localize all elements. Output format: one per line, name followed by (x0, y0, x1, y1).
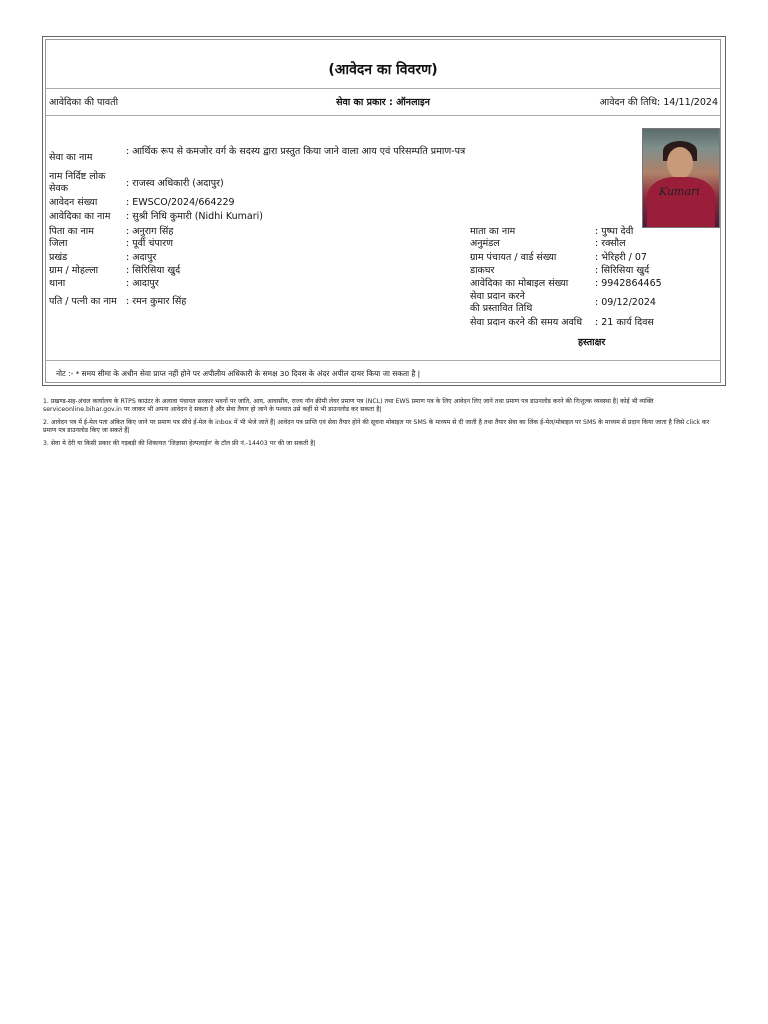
service-name-value: : आर्थिक रूप से कमजोर वर्ग के सदस्य द्वारा प्रस्तुत किया जाने वाला आय एवं परिसम्पति प्रमाण-पत्र (126, 146, 466, 157)
note-divider (46, 360, 720, 361)
proposed-date-label: सेवा प्रदान करने की प्रस्तावित तिथि (470, 291, 533, 314)
applicant-name-value: : सुश्री निधि कुमारी (Nidhi Kumari) (126, 211, 263, 222)
block-label: प्रखंड (49, 252, 68, 263)
application-date: आवेदन की तिथि: 14/11/2024 (599, 97, 718, 108)
designated-officer-value: : राजस्व अधिकारी (अदापुर) (126, 178, 224, 189)
mother-name-value: : पुष्पा देवी (595, 226, 634, 237)
father-name-label: पिता का नाम (49, 226, 94, 237)
mobile-number-value: : 9942864465 (595, 278, 662, 289)
footnote-2: 2. आवेदन पत्र में ई-मेल पता अंकित किए जाने पर प्रमाण पत्र सीधे ई-मेल के inbox में भी भेजे जाते हैं| आवेदन पत्र प्राप्ति एवं सेवा तैयार होने की सूचना मोबाइल पर SMS के माध्यम से दी जाती है तथा तैयार सेवा का लिंक ई-मेल/मोबाइल पर SMS के माध्यम से प्रदान किया जाता है जिसे click कर प्रमाण पत्र डाउनलोड किए जा सकते हैं| (43, 419, 710, 434)
application-details-box (45, 39, 721, 383)
spouse-name-value: : रमन कुमार सिंह (126, 296, 187, 307)
designated-officer-label: नाम निर्दिष्ट लोक सेवक (49, 171, 106, 194)
service-name-label: सेवा का नाम (49, 152, 93, 163)
service-period-value: : 21 कार्य दिवस (595, 317, 654, 328)
post-office-value: : सिरिसिया खुर्द (595, 265, 650, 276)
police-station-value: : आदापुर (126, 278, 159, 289)
applicant-photo (642, 128, 720, 228)
mobile-number-label: आवेदिका का मोबाइल संख्या (470, 278, 569, 289)
applicant-name-label: आवेदिका का नाम (49, 211, 111, 222)
footnote-1: 1. प्रखण्ड-सह-अंचल कार्यालय के RTPS काउंटर के अलावा पंचायत सरकार भवनों पर जाति, आय, आवासीय, राज्य नॉन क्रीमी लेयर प्रमाण पत्र (NCL) तथा EWS प्रमाण पत्र के लिए आवेदन लिए जाने तथा प्रमाण पत्र डाउनलोड करने की निःशुल्क व्यवस्था है| कोई भी व्यक्ति serviceonline.bihar.gov.in पर जाकर भी अपना आवेदन दे सकता है और सेवा तैयार हो जाने के पश्चात उसे कहीं से भी डाउनलोड कर सकता है| (43, 398, 654, 413)
panchayat-ward-value: : भेरिहरी / 07 (595, 252, 647, 263)
photo-face (667, 147, 693, 179)
title-divider (46, 88, 720, 89)
police-station-label: थाना (49, 278, 66, 289)
receipt-label: आवेदिका की पावती (49, 97, 119, 108)
signature-label: हस्ताक्षर (578, 337, 606, 348)
subdivision-value: : रक्सौल (595, 238, 626, 249)
header-divider (46, 115, 720, 116)
district-value: : पूर्वी चंपारण (126, 238, 174, 249)
application-number-value: : EWSCO/2024/664229 (126, 197, 235, 208)
service-type: सेवा का प्रकार : ऑनलाइन (336, 97, 430, 108)
village-label: ग्राम / मोहल्ला (49, 265, 99, 276)
district-label: जिला (49, 238, 68, 249)
father-name-value: : अनुराग सिंह (126, 226, 174, 237)
mother-name-label: माता का नाम (470, 226, 516, 237)
appeal-note: नोट :- * समय सीमा के अधीन सेवा प्राप्त नहीं होने पर अपीलीय अधिकारी के समक्ष 30 दिवस के अंदर अपील दायर किया जा सकता है | (56, 369, 421, 378)
service-period-label: सेवा प्रदान करने की समय अवधि (470, 317, 583, 328)
footnote-3: 3. सेवा मे देरी या किसी प्रकार की गड़बड़ी की शिकायत 'जिज्ञासा हेल्पलाईन' के टॉल फ्री नं.-14403 पर की जा सकती है| (43, 440, 316, 447)
proposed-date-value: : 09/12/2024 (595, 297, 656, 308)
subdivision-label: अनुमंडल (470, 238, 500, 249)
page-title: (आवेदन का विवरण) (328, 62, 438, 78)
post-office-label: डाकघर (470, 265, 495, 276)
panchayat-ward-label: ग्राम पंचायत / वार्ड संख्या (470, 252, 557, 263)
spouse-name-label: पति / पत्नी का नाम (49, 296, 117, 307)
village-value: : सिरिसिया खुर्द (126, 265, 181, 276)
application-number-label: आवेदन संख्या (49, 197, 98, 208)
photo-signature: Kumari (659, 185, 700, 198)
block-value: : अदापुर (126, 252, 157, 263)
